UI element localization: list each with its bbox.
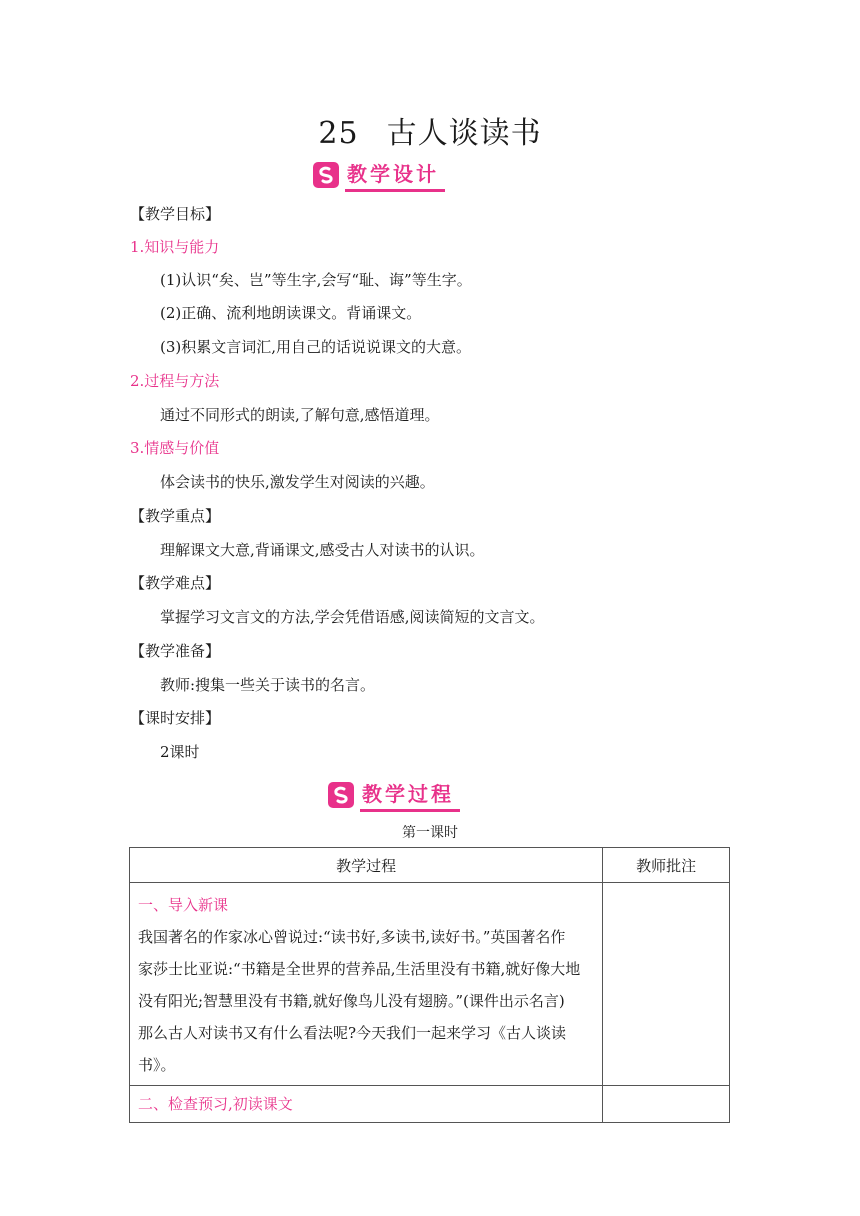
table-header-row bbox=[130, 848, 730, 883]
teaching-process-banner bbox=[328, 780, 460, 810]
schedule-heading: 【课时安排】 bbox=[130, 709, 221, 727]
lesson-number: 25 bbox=[318, 116, 359, 151]
objectives-heading: 【教学目标】 bbox=[130, 205, 221, 223]
schedule-text: 2课时 bbox=[160, 743, 200, 761]
lesson-period-label: 第一课时 bbox=[402, 825, 458, 841]
teaching-process-table bbox=[129, 847, 730, 1123]
table-row bbox=[130, 883, 730, 1086]
lesson-title bbox=[0, 108, 860, 152]
banner-label: 教学过程 bbox=[360, 778, 460, 812]
objective-1-title: 1.知识与能力 bbox=[130, 238, 220, 256]
column-header-notes: 教师批注 bbox=[603, 848, 730, 883]
lesson-name: 古人谈读书 bbox=[386, 116, 542, 151]
preparation-text: 教师:搜集一些关于读书的名言。 bbox=[160, 676, 376, 694]
difficulties-heading: 【教学难点】 bbox=[130, 574, 221, 592]
table-row bbox=[130, 1086, 730, 1123]
preparation-heading: 【教学准备】 bbox=[130, 642, 221, 660]
process-cell bbox=[130, 883, 603, 1086]
objective-2-title: 2.过程与方法 bbox=[130, 372, 220, 390]
banner-logo-icon bbox=[313, 162, 339, 188]
section-title: 二、检查预习,初读课文 bbox=[138, 1095, 293, 1113]
objective-3-title: 3.情感与价值 bbox=[130, 439, 220, 457]
banner-logo-icon bbox=[328, 782, 354, 808]
key-points-text: 理解课文大意,背诵课文,感受古人对读书的认识。 bbox=[160, 541, 485, 559]
paragraph-line: 没有阳光;智慧里没有书籍,就好像鸟儿没有翅膀。”(课件出示名言) bbox=[138, 992, 565, 1010]
section-title: 一、导入新课 bbox=[138, 896, 229, 914]
key-points-heading: 【教学重点】 bbox=[130, 507, 221, 525]
difficulties-text: 掌握学习文言文的方法,学会凭借语感,阅读简短的文言文。 bbox=[160, 608, 545, 626]
objective-2-text: 通过不同形式的朗读,了解句意,感悟道理。 bbox=[160, 406, 440, 424]
paragraph-line: 那么古人对读书又有什么看法呢?今天我们一起来学习《古人谈读书》。 bbox=[138, 1024, 567, 1074]
objective-1-item: (3)积累文言词汇,用自己的话说说课文的大意。 bbox=[160, 338, 472, 356]
objective-3-text: 体会读书的快乐,激发学生对阅读的兴趣。 bbox=[160, 473, 435, 491]
teaching-design-banner bbox=[313, 160, 445, 190]
paragraph-line: 我国著名的作家冰心曾说过:“读书好,多读书,读好书。”英国著名作 bbox=[138, 928, 566, 946]
objective-1-item: (1)认识“矣、岂”等生字,会写“耻、诲”等生字。 bbox=[160, 271, 472, 289]
notes-cell bbox=[603, 883, 730, 1086]
banner-label: 教学设计 bbox=[345, 158, 445, 192]
notes-cell bbox=[603, 1086, 730, 1123]
objective-1-item: (2)正确、流利地朗读课文。背诵课文。 bbox=[160, 304, 422, 322]
process-cell bbox=[130, 1086, 603, 1123]
column-header-process: 教学过程 bbox=[130, 848, 603, 883]
paragraph-line: 家莎士比亚说:“书籍是全世界的营养品,生活里没有书籍,就好像大地 bbox=[138, 960, 581, 978]
